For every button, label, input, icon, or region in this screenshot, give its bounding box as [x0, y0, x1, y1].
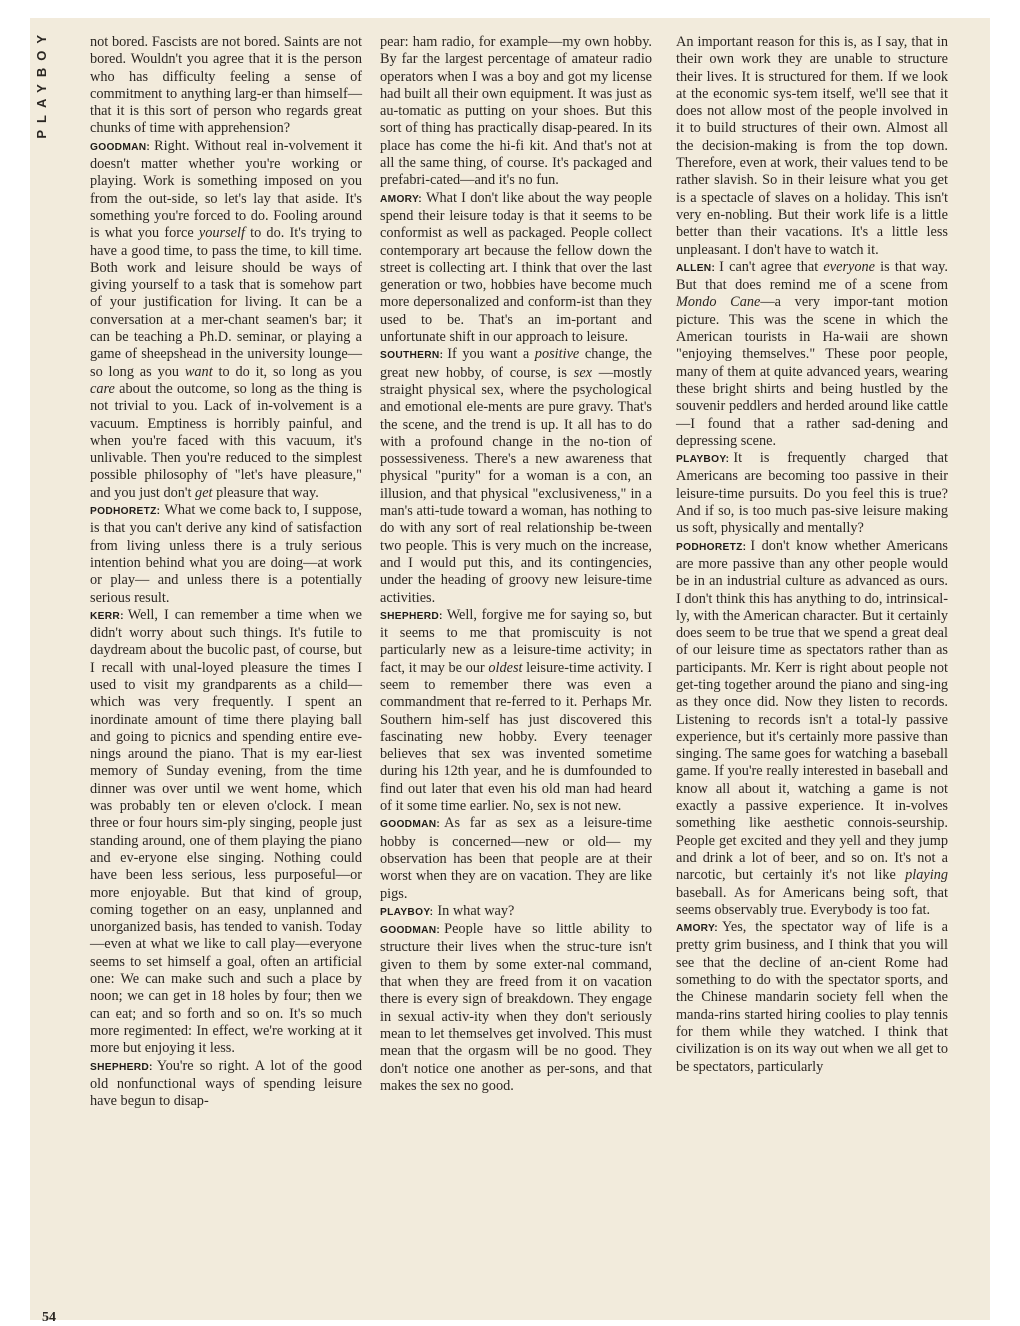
paragraph — [676, 919, 948, 1076]
speaker-name: GOODMAN: — [90, 141, 151, 153]
text-run: —mostly straight physical sex, where the psychological and emotional ele-ments are pure gravy. That's the scene, and the trend is up. It all has to do with a profound change in the no-tion of possessiveness. There's a new awareness that physical "purity" for a woman is a con, an illusion, and that physical "exclusiveness," in a man's atti-tude toward a woman, has nothing to do with any sort of real relationship be-tween two people. This is very much on the increase, and I would put this, and its contingencies, under the heading of groovy new leisure-time activities. — [380, 364, 653, 606]
paragraph-text — [380, 34, 652, 188]
paragraph-text — [90, 607, 362, 1056]
paragraph — [380, 815, 652, 902]
emphasis-text: sex — [573, 364, 593, 381]
speaker-name: PLAYBOY: — [380, 906, 434, 918]
emphasis-text: get — [195, 484, 213, 501]
speaker-name: GOODMAN: — [380, 819, 441, 831]
emphasis-text: oldest — [488, 659, 523, 676]
paragraph-text — [90, 502, 362, 605]
text-run: —a very impor-tant motion picture. This was the scene in which the American tourists in Ha-waii are shown "enjoying themselves." These poor people, many of them at quite advanced years, wearing these bright shirts and being hustled by the souvenir peddlers and herded around like cattle—I found that a rather sad-dening and depressing scene. — [676, 294, 948, 449]
text-run: In what way? — [437, 902, 515, 919]
emphasis-text: want — [184, 363, 213, 380]
paragraph-text — [90, 138, 362, 501]
masthead: PLAYBOY — [34, 28, 49, 139]
paragraph — [380, 346, 652, 606]
speaker-name: GOODMAN: — [380, 925, 441, 937]
text-column-3 — [676, 34, 948, 1076]
paragraph-text — [437, 903, 514, 919]
text-run: It is frequently charged that Americans are becoming too passive in their leisure-time pursuits. Do you feel this is true? And if so, is too much pas-sive leisure making us soft, physically and mentally? — [676, 450, 948, 537]
speaker-name: SHEPHERD: — [380, 610, 443, 622]
speaker-name: ALLEN: — [676, 262, 716, 274]
text-run: What we come back to, I suppose, is that you can't derive any kind of satisfaction from living unless there is a truly serious intention behind what you are doing—at work or play— and unless there is a potentially serious result. — [90, 502, 362, 606]
text-run: Right. Without real in-volvement it doesn't matter whether you're working or playing. Work is something imposed on you from the out-side, so let's lay that aside. It's something you're forced to do. Fooling around is what you force — [90, 137, 362, 242]
paragraph-text — [380, 921, 652, 1094]
text-run: not bored. Fascists are not bored. Saints are not bored. Wouldn't you agree that it is the person who has difficulty feeling a sense of commitment to anything larg-er than himself—that it is this sort of person who regards great chunks of time with apprehension? — [90, 34, 362, 137]
paragraph-text — [380, 346, 652, 605]
paragraph — [90, 138, 362, 502]
paragraph — [380, 607, 652, 816]
text-run: leisure-time activity. I seem to remember there was even a commandment that re-ferred to it. Perhaps Mr. Southern him-self has just discovered this fascinating new hobby. Every teenager believes that sex was invented sometime during his 12th year, and he is dumfounded to find out later that even his old man had heard of it some time earlier. No, sex is not new. — [380, 659, 652, 815]
text-run: baseball. As for Americans being soft, that seems observably true. Everybody is too fat. — [676, 884, 948, 918]
text-run: about the outcome, so long as the thing is not trivial to you. Lack of in-volvement is a vacuum. Emptiness is horribly painful, and when you're faced with this vacuum, it's unlivable. Then you're reduced to the simplest possible philosophy of "let's have pleasure," and you just don't — [90, 380, 362, 501]
speaker-name: AMORY: — [676, 923, 718, 935]
text-run: Well, I can remember a time when we didn't worry about such things. It's futile to daydream about the bucolic past, of course, but I recall with unal-loyed pleasure the times I used to visit my grandparents as a child—which was very frequently. I spent an inordinate amount of time there playing ball and going to picnics and spending entire eve-nings around the piano. That is my ear-liest memory of Sunday evening, from the time dinner was over until we went home, which was probably ten or eleven o'clock. I mean three or four hours sim-ply singing, people just standing around, one of them playing the piano and ev-eryone else singing. Nothing could have been less serious, less purposeful—or more enjoyable. But that kind of group, coming together on an easy, unplanned and unorganized basis, has tended to vanish. Today—even at what we like to call play—everyone seems to set himself a goal, often an artificial one: We can make such and such a place by noon; we can get in 18 holes by four; then we can eat; and so forth and so on. It's so much more regimented: In effect, we're working at it more but enjoying it less. — [90, 606, 362, 1057]
emphasis-text: positive — [534, 346, 580, 363]
text-column-1 — [90, 34, 362, 1110]
speaker-name: PLAYBOY: — [676, 454, 730, 466]
paragraph — [90, 1058, 362, 1111]
text-run: Well, forgive me for saying so, but it seems to me that promiscuity is not particularly new as a leisure-time activity; in fact, it may be our — [380, 606, 652, 676]
emphasis-text: playing — [905, 867, 948, 884]
paragraph — [676, 538, 948, 920]
paragraph — [90, 502, 362, 607]
paragraph — [676, 259, 948, 450]
text-run: I don't know whether Americans are more passive than any other people would be in an industrial culture as advanced as ours. I don't think this has anything to do, intrinsical-ly, with the American character. But it certainly does seem to be true that we spend a great deal of our leisure time as spectators rather than as participants. Mr. Kerr is right about people not get-ting together around the piano and sing-ing as they once did. Now they listen to records. Listening to records isn't a total-ly passive experience, but it's certainly more passive than singing. The same goes for watching a baseball game. If you're really interested in baseball and know all about it, watching a game is not exactly a passive experience. It in-volves something like aesthetic connois-seurship. People get excited and they yell and they jump and drink a lot of beer, and so on. It's not a narcotic, but certainly it's not like — [676, 537, 948, 884]
text-run: is that way. But that does remind me of a scene from — [676, 258, 948, 294]
paragraph — [380, 34, 652, 190]
text-run: As far as sex as a leisure-time hobby is concerned—new or old— my observation has been that people are at their worst when they are on vacation. They are like pigs. — [380, 815, 652, 902]
text-column-2 — [380, 34, 652, 1095]
paragraph-text — [676, 259, 948, 449]
paragraph — [90, 607, 362, 1058]
text-run: People have so little ability to structure their lives when the struc-ture isn't given to them by some exter-nal command, that when they are freed from it on vacation there is every sign of breakdown. They engage in sexual activ-ity when they don't seriously mean to let themselves get involved. This must mean that the orgasm will be no good. They don't notice one another as per-sons, and that makes the sex no good. — [380, 921, 652, 1094]
paragraph — [380, 921, 652, 1095]
emphasis-text: Mondo Cane — [676, 294, 761, 311]
paragraph — [90, 34, 362, 138]
text-run: pear: ham radio, for example—my own hobby. By far the largest percentage of amateur radio operators when I was a boy and got my license had built all their own equipment. It was just as au-tomatic as putting on your shoes. But this sort of thing has practically disap-peared. In its place has come the hi-fi kit. And that's not at all the same thing, of course. It's packaged and prefabri-cated—and it's no fun. — [380, 34, 652, 189]
paragraph-text — [90, 34, 362, 136]
speaker-name: PODHORETZ: — [676, 541, 747, 553]
text-run: You're so right. A lot of the good old nonfunctional ways of spending leisure have begun to disap- — [90, 1057, 362, 1110]
speaker-name: PODHORETZ: — [90, 506, 161, 518]
paragraph-text — [676, 538, 948, 918]
speaker-name: SOUTHERN: — [380, 350, 444, 362]
text-run: pleasure that way. — [212, 484, 319, 501]
paragraph — [676, 450, 948, 537]
emphasis-text: yourself — [198, 225, 245, 242]
paragraph-text — [676, 919, 948, 1074]
page-number: 54 — [42, 1310, 56, 1325]
emphasis-text: care — [90, 380, 115, 397]
text-run: If you want a — [447, 346, 535, 363]
emphasis-text: everyone — [823, 258, 875, 275]
text-run: to do. It's trying to have a good time, to pass the time, to kill time. Both work and leisure should be ways of giving yourself to a task that is somehow part of your justification for living. It can be a conversation at a mer-chant seamen's bar; it can be teaching a Ph.D. seminar, or playing a game of sheepshead in the university lounge—so long as you — [90, 225, 362, 380]
paragraph — [380, 190, 652, 347]
magazine-page — [30, 18, 990, 1325]
text-run: to do it, so long as you — [212, 363, 362, 380]
text-run: change, the great new hobby, of course, is — [380, 346, 652, 381]
paragraph — [676, 34, 948, 259]
speaker-name: KERR: — [90, 610, 124, 622]
text-run: An important reason for this is, as I say, that in their own work they are unable to structure their lives. It is structured for them. If we look at the economic sys-tem itself, we'll see that it does not allow most of the people involved in it to build structures of their own. Almost all the decision-making is from the top down. Therefore, even at work, their values tend to be rather slavish. So in their leisure what you get is a spectacle of slaves on a holiday. This isn't very en-nobling. But their work life is a little better than their vacations. It's a little less unpleasant. I don't have to watch it. — [676, 34, 948, 258]
text-run: I can't agree that — [719, 258, 824, 275]
text-run: Yes, the spectator way of life is a pretty grim business, and I think that you will see that the decline of an-cient Rome had something to do with the spectator sports, and the Chinese mandarin society fell when the manda-rins started hiring coolies to play tennis for them while they watched. I think that civilization is on its way out when we all get to be spectators, particularly — [676, 919, 948, 1075]
speaker-name: AMORY: — [380, 193, 422, 205]
speaker-name: SHEPHERD: — [90, 1061, 153, 1073]
paragraph-text — [380, 607, 652, 814]
paragraph-text — [676, 34, 948, 258]
text-run: What I don't like about the way people spend their leisure today is that it seems to be conformist as well as packaged. People collect contemporary art because the fellow down the street is collecting art. I think that over the last generation or two, hobbies have become much more depersonalized and conform-ist than they used to be. That's an im-portant and unfortunate shift in our approach to leisure. — [380, 189, 652, 346]
paragraph — [380, 903, 652, 921]
paragraph-text — [380, 190, 652, 345]
